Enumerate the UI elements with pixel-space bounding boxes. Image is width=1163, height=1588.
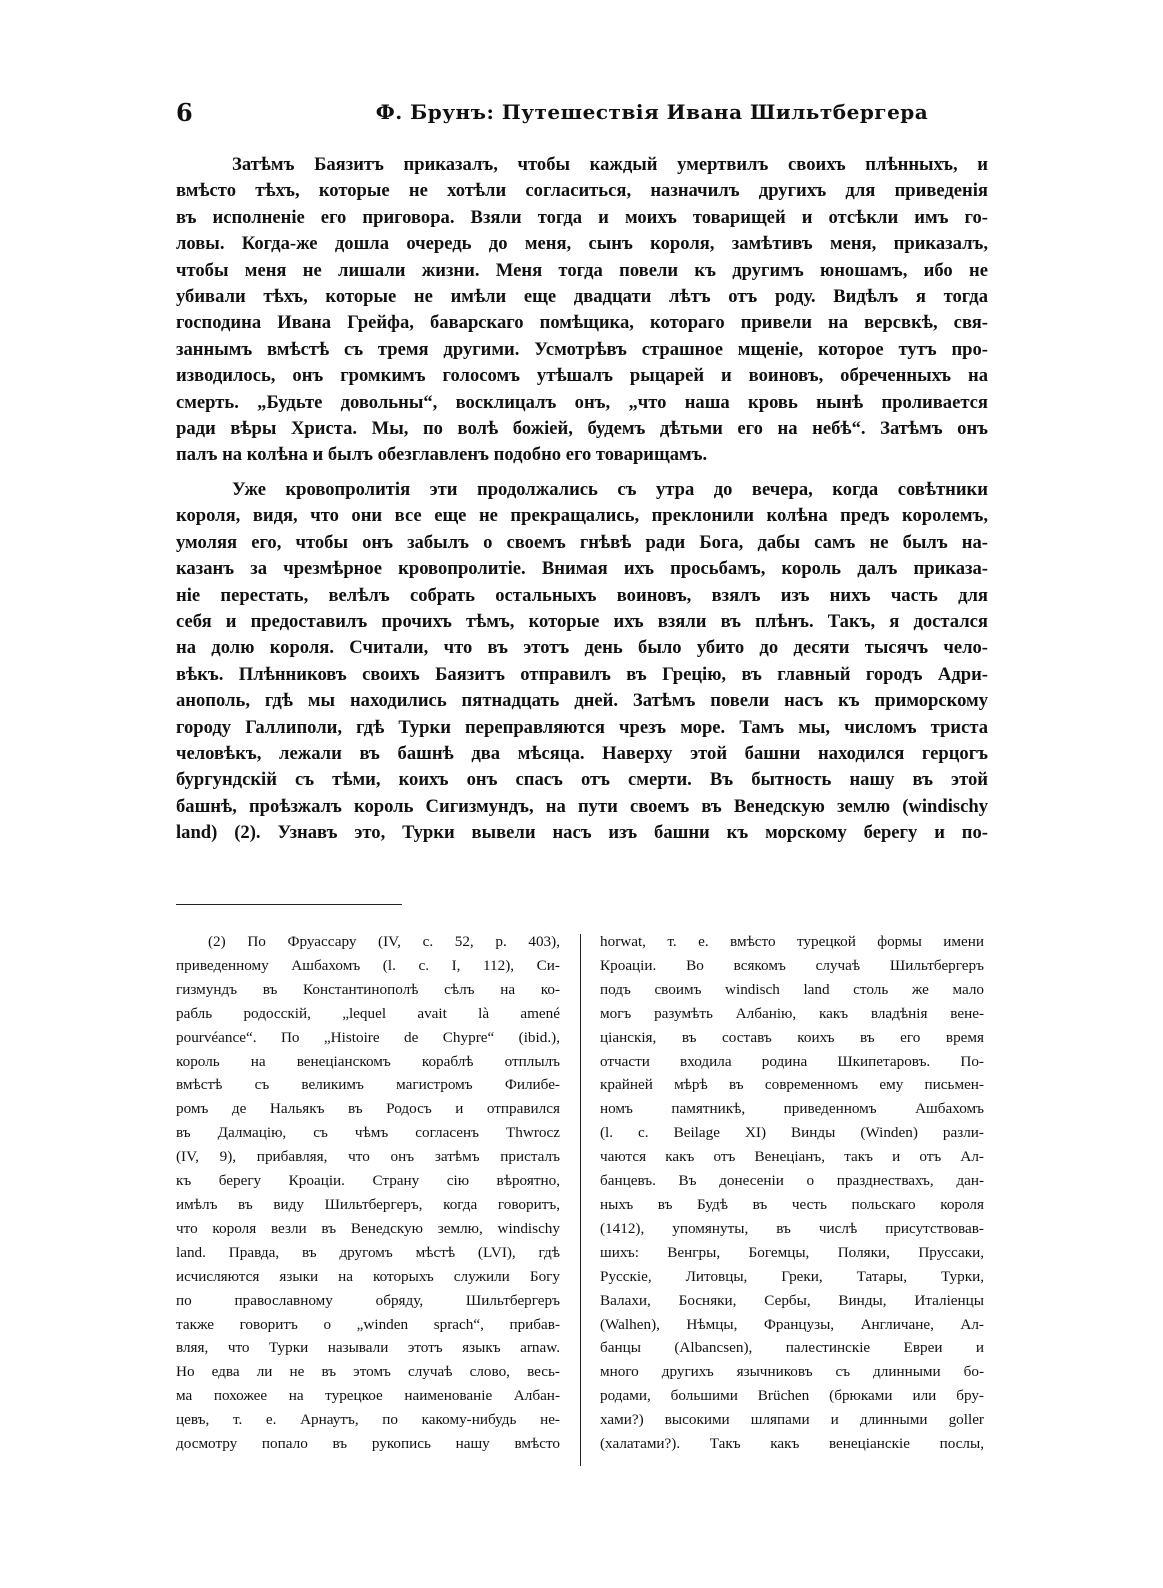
text-line: себя и предоставилъ прочихъ тѣмъ, которые ихъ взяли въ плѣнъ. Такъ, я достался (176, 610, 988, 632)
footnote-rule (176, 904, 402, 905)
footnote-line: pourvéance“. По „Histoire de Chypre“ (ibid.), (176, 1028, 560, 1046)
footnote-line: исчисляются языки на которыхъ служили Богу (176, 1267, 560, 1285)
text-line: Уже кровопролитія эти продолжались съ утра до вечера, когда совѣтники (232, 478, 988, 500)
footnote-line: ціанскія, въ составъ коихъ въ его время (600, 1028, 984, 1046)
footnote-line: банцы (Albancsen), палестинскіе Евреи и (600, 1339, 984, 1357)
footnote-line: (IV, 9), прибавляя, что онъ затѣмъ присталъ (176, 1148, 560, 1166)
page-header (176, 98, 988, 138)
footnote-line: въ Далмацію, съ чѣмъ согласенъ Thwrocz (176, 1124, 560, 1142)
text-line: въ исполненіе его приговора. Взяли тогда и моихъ товарищей и отсѣкли имъ го- (176, 206, 988, 228)
text-line: палъ на колѣна и былъ обезглавленъ подобно его товарищамъ. (176, 444, 708, 466)
paragraph-2 (176, 477, 988, 847)
footnote-line: ромъ де Нальякъ въ Родосъ и отправился (176, 1100, 560, 1118)
footnote-line: отчасти входила родина Шкипетаровъ. По- (600, 1052, 984, 1070)
text-line: на долю короля. Считали, что въ этотъ день было убито до десяти тысячъ чело- (176, 637, 988, 659)
footnote-line: могъ разумѣть Албанію, какъ владѣнія вене- (600, 1004, 984, 1022)
footnote-line: что короля везли въ Венедскую землю, windischy (176, 1219, 560, 1237)
text-line: человѣкъ, лежали въ башнѣ два мѣсяца. Наверху этой башни находился герцогъ (176, 742, 988, 764)
footnote-column-right (600, 930, 984, 1456)
footnote-line: хами?) высокими шляпами и длинными goller (600, 1411, 984, 1429)
text-line: городу Галлиполи, гдѣ Турки переправляются чрезъ море. Тамъ мы, числомъ триста (176, 716, 988, 738)
footnote-line: Валахи, Босняки, Сербы, Винды, Италіенцы (600, 1291, 984, 1309)
text-line: башнѣ, проѣзжалъ король Сигизмундъ, на пути своемъ въ Венедскую землю (windischy (176, 795, 988, 817)
text-line: вмѣсто тѣхъ, которые не хотѣли согласиться, назначилъ другихъ для приведенія (176, 180, 988, 202)
text-line: убивали тѣхъ, которые не имѣли еще двадцати лѣтъ отъ роду. Видѣлъ я тогда (176, 286, 988, 308)
page-number: 6 (176, 98, 193, 127)
footnote-line: ма похожее на турецкое наименованіе Албан- (176, 1387, 560, 1405)
footnote-line: вмѣстѣ съ великимъ магистромъ Филибе- (176, 1076, 560, 1094)
footnote-line: land. Правда, въ другомъ мѣстѣ (LVI), гдѣ (176, 1243, 560, 1261)
text-line: ради вѣры Христа. Мы, по волѣ божіей, будемъ дѣтьми его на небѣ“. Затѣмъ онъ (176, 418, 988, 440)
main-text (176, 152, 988, 847)
footnote-line: Русскіе, Литовцы, Греки, Татары, Турки, (600, 1267, 984, 1285)
footnote-line: по православному обряду, Шильтбергеръ (176, 1291, 560, 1309)
paragraph-1 (176, 152, 988, 469)
footnote-line: номъ памятникѣ, приведенномъ Ашбахомъ (600, 1100, 984, 1118)
text-line: анополь, гдѣ мы находились пятнадцать дней. Затѣмъ повели насъ къ приморскому (176, 690, 988, 712)
footnote-line: (1412), упомянуты, въ числѣ присутствовав- (600, 1219, 984, 1237)
footnote-line: Кроаціи. Во всякомъ случаѣ Шильтбергеръ (600, 956, 984, 974)
text-line: Затѣмъ Баязитъ приказалъ, чтобы каждый умертвилъ своихъ плѣнныхъ, и (232, 154, 988, 175)
text-line: land) (2). Узнавъ это, Турки вывели насъ изъ башни къ морскому берегу и по- (176, 822, 988, 844)
footnote-line: (халатами?). Такъ какъ венеціанскіе послы, (600, 1435, 984, 1453)
text-line: умоляя его, чтобы онъ забылъ о своемъ гнѣвѣ ради Бога, дабы самъ не былъ на- (176, 531, 988, 553)
footnote-line: подъ своимъ windisch land столь же мало (600, 980, 984, 998)
text-line: господина Ивана Грейфа, баварскаго помѣщика, котораго привели на версвкѣ, свя- (176, 312, 988, 334)
footnote-line: (l. с. Beilage XI) Винды (Winden) разли- (600, 1124, 984, 1142)
footnote-line: досмотру попало въ рукопись нашу вмѣсто (176, 1435, 560, 1453)
column-divider (580, 934, 581, 1466)
footnote-line: рабль родосскій, „lequel avait là amené (176, 1004, 560, 1022)
text-line: ніе перестать, велѣлъ собрать остальныхъ воиновъ, взялъ изъ нихъ часть для (176, 584, 988, 606)
footnote-line: имѣлъ въ виду Шильтбергеръ, когда говоритъ, (176, 1195, 560, 1213)
footnote-line: (Walhen), Нѣмцы, Французы, Англичане, Ал- (600, 1315, 984, 1333)
footnote-line: также говоритъ о „winden sprach“, прибав- (176, 1315, 560, 1333)
text-line: изводилось, онъ громкимъ голосомъ утѣшалъ рыцарей и воиновъ, обреченныхъ на (176, 365, 988, 387)
text-line: чтобы меня не лишали жизни. Меня тогда повели къ другимъ юношамъ, ибо не (176, 259, 988, 281)
footnote-line: Но едва ли не въ этомъ случаѣ слово, весь- (176, 1363, 560, 1381)
footnote-line: банцевъ. Въ донесеніи о празднествахъ, дан- (600, 1172, 984, 1190)
footnote-line: много другихъ язычниковъ съ длинными бо- (600, 1363, 984, 1381)
footnote-line: гизмундъ въ Константинополѣ сѣлъ на ко- (176, 980, 560, 998)
footnote-line: крайней мѣрѣ въ современномъ ему письмен- (600, 1076, 984, 1094)
text-line: казанъ за чрезмѣрное кровопролитіе. Внимая ихъ просьбамъ, король далъ приказа- (176, 558, 988, 580)
footnote-line: приведенному Ашбахомъ (l. с. I, 112), Си- (176, 956, 560, 974)
footnote-line: къ берегу Кроаціи. Страну сію вѣроятно, (176, 1172, 560, 1190)
running-title: Ф. Брунъ: Путешествія Ивана Шильтбергера (375, 100, 929, 124)
text-line: короля, видя, что они все еще не прекращались, преклонили колѣна предъ королемъ, (176, 505, 988, 527)
footnote-line: (2) По Фруассару (IV, с. 52, р. 403), (208, 933, 560, 950)
footnote-line: король на венеціанскомъ кораблѣ отплылъ (176, 1052, 560, 1070)
footnote-column-left (176, 930, 560, 1456)
footnote-line: цевъ, т. е. Арнаутъ, по какому-нибудь не- (176, 1411, 560, 1429)
text-line: бургундскій съ тѣми, коихъ онъ спасъ отъ смерти. Въ бытность нашу въ этой (176, 769, 988, 791)
text-line: ловы. Когда-же дошла очередь до меня, сынъ короля, замѣтивъ меня, приказалъ, (176, 233, 988, 255)
footnote-line: вляя, что Турки называли этотъ языкъ arnaw. (176, 1339, 560, 1357)
footnote-line: шихъ: Венгры, Богемцы, Поляки, Пруссаки, (600, 1243, 984, 1261)
footnotes (176, 930, 988, 1490)
footnote-line: родами, большими Brüchen (брюками или бру- (600, 1387, 984, 1405)
text-line: вѣкъ. Плѣнниковъ своихъ Баязитъ отправилъ въ Грецію, въ главный городъ Адри- (176, 663, 988, 685)
footnote-line: horwat, т. е. вмѣсто турецкой формы имени (600, 933, 984, 950)
text-line: смерть. „Будьте довольны“, восклицалъ онъ, „что наша кровь нынѣ проливается (176, 391, 988, 413)
footnote-line: ныхъ въ Будѣ въ честь польскаго короля (600, 1195, 984, 1213)
footnote-line: чаются какъ отъ Венеціанъ, такъ и отъ Ал- (600, 1148, 984, 1166)
text-line: заннымъ вмѣстѣ съ тремя другими. Усмотрѣвъ страшное мщеніе, которое тутъ про- (176, 338, 988, 360)
